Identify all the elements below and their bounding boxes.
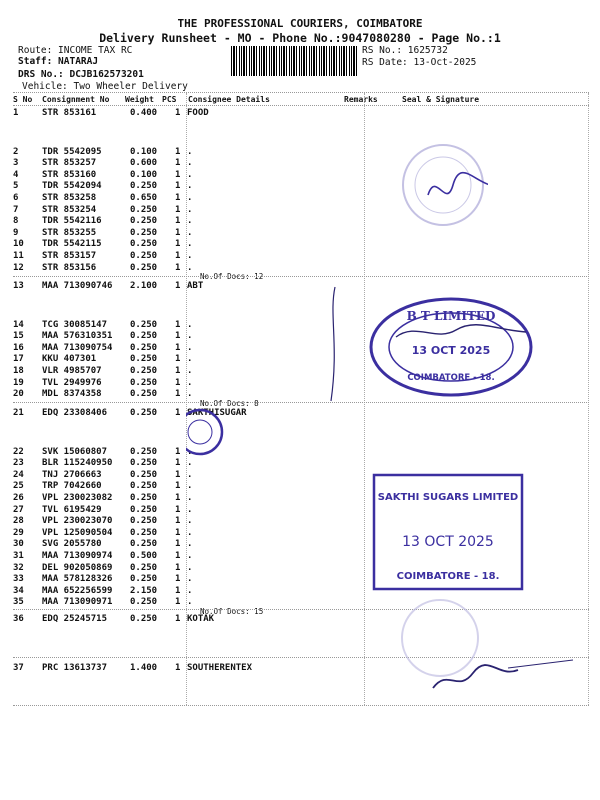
table-row (13, 205, 363, 217)
row-sno: 23 (13, 458, 24, 469)
row-sno: 20 (13, 389, 24, 400)
row-sno: 17 (13, 354, 24, 365)
sakthi-stamp-name: SAKTHI SUGARS LIMITED (377, 492, 519, 503)
row-consignment: VPL 230023070 (42, 516, 113, 527)
staff-label: Staff: NATARAJ (18, 56, 99, 67)
table-row (13, 366, 363, 378)
col-consignee: Consignee Details (188, 95, 270, 104)
col-sno: S No (13, 95, 33, 104)
row-weight: 0.250 (130, 342, 158, 353)
table-row (13, 320, 363, 332)
row-sno: 27 (13, 504, 24, 515)
row-pcs: 1 (175, 574, 181, 585)
row-sno: 36 (13, 614, 24, 624)
row-sno: 1 (13, 108, 19, 118)
row-pcs: 1 (175, 481, 181, 492)
row-sno: 18 (13, 366, 24, 376)
rs-date: RS Date: 13-Oct-2025 (362, 57, 477, 68)
row-sno: 31 (13, 551, 24, 561)
row-consignment: STR 853255 (42, 227, 97, 238)
sakthi-stamp-city: COIMBATORE - 18. (396, 571, 500, 582)
row-pcs: 1 (175, 181, 181, 192)
row-pcs: 1 (175, 539, 181, 550)
row-weight: 2.150 (130, 585, 158, 596)
table-row (13, 516, 363, 528)
row-weight: 0.500 (130, 551, 158, 561)
row-sno: 22 (13, 446, 24, 457)
row-sno: 15 (13, 331, 24, 342)
row-weight: 0.250 (130, 614, 158, 624)
bt-limited-stamp (366, 292, 536, 402)
runsheet-subtitle: Delivery Runsheet - MO - Phone No.:9047080280 - Page No.:1 (99, 31, 501, 45)
row-consignment: MAA 652256599 (42, 585, 113, 596)
row-consignment: STR 853257 (42, 158, 97, 169)
row-weight: 0.250 (130, 227, 158, 238)
table-row (13, 470, 363, 482)
row-sno: 3 (13, 158, 19, 169)
sakthi-sugars-stamp (372, 473, 524, 591)
row-consignee: ABT (187, 281, 204, 291)
table-row (13, 597, 363, 609)
table-row (13, 193, 363, 205)
row-sno: 34 (13, 585, 24, 596)
row-consignment: VPL 230023082 (42, 493, 113, 503)
row-consignment: TNJ 2706663 (42, 469, 102, 480)
row-consignee: . (187, 262, 193, 273)
row-consignee: . (187, 516, 193, 527)
row-weight: 0.100 (130, 146, 158, 157)
row-consignment: DEL 902050869 (42, 562, 113, 573)
row-consignee: . (187, 216, 193, 227)
bt-stamp-date: 13 OCT 2025 (411, 344, 491, 357)
row-sno: 9 (13, 227, 19, 238)
row-consignment: MAA 713090754 (42, 342, 113, 353)
row-weight: 0.400 (130, 108, 158, 118)
row-pcs: 1 (175, 493, 181, 503)
row-consignment: TVL 6195429 (42, 504, 102, 515)
row-consignee: . (187, 597, 193, 608)
row-weight: 0.100 (130, 169, 158, 180)
row-sno: 33 (13, 574, 24, 585)
row-consignee: . (187, 331, 193, 342)
row-pcs: 1 (175, 342, 181, 353)
col-pcs: PCS (162, 95, 177, 104)
row-consignee: . (187, 481, 193, 492)
row-weight: 0.250 (130, 377, 158, 388)
table-row (13, 505, 363, 517)
table-row (13, 663, 363, 675)
row-consignee: FOOD (187, 108, 209, 118)
row-pcs: 1 (175, 408, 181, 418)
table-row (13, 331, 363, 343)
row-weight: 0.250 (130, 262, 158, 273)
row-weight: 0.250 (130, 446, 158, 457)
row-consignment: MAA 713090971 (42, 597, 113, 608)
col-weight: Weight (125, 95, 154, 104)
row-consignment: TCG 30085147 (42, 319, 108, 330)
barcode (231, 46, 359, 76)
row-weight: 0.250 (130, 527, 158, 538)
row-weight: 0.250 (130, 516, 158, 527)
col-remarks: Remarks (344, 95, 378, 104)
row-consignment: PRC 13613737 (42, 663, 108, 673)
header-rule-top (13, 92, 589, 93)
row-consignee: . (187, 377, 193, 388)
row-weight: 0.250 (130, 481, 158, 492)
row-sno: 2 (13, 146, 19, 157)
row-consignment: VLR 4985707 (42, 366, 102, 376)
row-consignee: SAKTHISUGAR (187, 408, 247, 418)
row-weight: 0.250 (130, 539, 158, 550)
row-sno: 29 (13, 527, 24, 538)
row-weight: 0.250 (130, 366, 158, 376)
table-row (13, 539, 363, 551)
header-rule-bottom (13, 105, 589, 106)
row-consignee: . (187, 204, 193, 215)
row-consignment: BLR 115240950 (42, 458, 113, 469)
row-pcs: 1 (175, 527, 181, 538)
docs-count: No.Of Docs: 12 (200, 272, 264, 282)
row-pcs: 1 (175, 354, 181, 365)
table-row (13, 158, 363, 170)
docs-count: No.Of Docs: 8 (200, 398, 259, 408)
row-consignee: . (187, 562, 193, 573)
row-pcs: 1 (175, 193, 181, 203)
row-consignee: . (187, 227, 193, 238)
table-row (13, 228, 363, 240)
row-consignee: . (187, 239, 193, 250)
row-consignee: . (187, 469, 193, 480)
row-consignee: . (187, 389, 193, 400)
row-consignment: VPL 125090504 (42, 527, 113, 538)
row-pcs: 1 (175, 551, 181, 561)
table-row (13, 481, 363, 493)
row-consignee: . (187, 458, 193, 469)
row-pcs: 1 (175, 446, 181, 457)
row-consignment: MAA 713090974 (42, 551, 113, 561)
row-weight: 0.250 (130, 216, 158, 227)
row-consignment: MAA 576310351 (42, 331, 113, 342)
row-pcs: 1 (175, 262, 181, 273)
table-row (13, 147, 363, 159)
row-consignment: TDR 5542116 (42, 216, 102, 227)
table-row (13, 170, 363, 182)
row-pcs: 1 (175, 597, 181, 608)
table-row (13, 389, 363, 401)
row-consignment: KKU 407301 (42, 354, 97, 365)
table-row (13, 493, 363, 505)
row-weight: 0.250 (130, 469, 158, 480)
company-title: THE PROFESSIONAL COURIERS, COIMBATORE (177, 17, 423, 30)
row-weight: 0.250 (130, 408, 158, 418)
row-consignee: . (187, 146, 193, 157)
row-pcs: 1 (175, 251, 181, 261)
row-consignment: SVG 2055780 (42, 539, 102, 550)
row-pcs: 1 (175, 469, 181, 480)
sakthi-stamp-date: 13 OCT 2025 (402, 534, 494, 550)
row-consignee: . (187, 319, 193, 330)
row-sno: 30 (13, 539, 24, 550)
row-consignee: . (187, 354, 193, 365)
row-consignee: . (187, 574, 193, 585)
row-consignee: . (187, 366, 193, 376)
row-weight: 0.250 (130, 239, 158, 250)
table-row (13, 574, 363, 586)
row-sno: 13 (13, 281, 24, 291)
row-pcs: 1 (175, 216, 181, 227)
row-consignment: TDR 5542095 (42, 146, 102, 157)
row-consignee: . (187, 527, 193, 538)
row-consignment: STR 853258 (42, 193, 97, 203)
row-consignment: STR 853160 (42, 169, 97, 180)
row-weight: 0.250 (130, 319, 158, 330)
row-consignment: MAA 713090746 (42, 281, 113, 291)
row-sno: 35 (13, 597, 24, 608)
row-consignment: EDQ 23308406 (42, 408, 108, 418)
table-row (13, 181, 363, 193)
row-consignee: . (187, 169, 193, 180)
ink-line (323, 285, 343, 405)
row-consignment: EDQ 25245715 (42, 614, 108, 624)
row-consignee: . (187, 585, 193, 596)
row-weight: 0.650 (130, 193, 158, 203)
row-pcs: 1 (175, 227, 181, 238)
row-consignee: . (187, 446, 193, 457)
route-label: Route: INCOME TAX RC (18, 45, 133, 56)
row-pcs: 1 (175, 585, 181, 596)
row-consignment: STR 853161 (42, 108, 97, 118)
row-consignment: SVK 15060807 (42, 446, 108, 457)
row-pcs: 1 (175, 158, 181, 169)
row-pcs: 1 (175, 204, 181, 215)
row-pcs: 1 (175, 331, 181, 342)
bt-stamp-name: B T LIMITED (406, 309, 496, 323)
docs-count: No.Of Docs: 15 (200, 607, 264, 616)
group-separator (13, 276, 589, 277)
row-sno: 37 (13, 663, 24, 673)
row-consignee: . (187, 504, 193, 515)
table-row (13, 281, 363, 293)
table-row (13, 354, 363, 366)
row-pcs: 1 (175, 169, 181, 180)
row-weight: 0.250 (130, 504, 158, 515)
bt-stamp-city: COIMBATORE - 18. (407, 373, 495, 383)
right-border (588, 93, 589, 705)
table-row (13, 251, 363, 263)
row-consignee: . (187, 181, 193, 192)
table-row (13, 551, 363, 563)
row-weight: 0.250 (130, 251, 158, 261)
row-sno: 21 (13, 408, 24, 418)
row-weight: 0.250 (130, 181, 158, 192)
row-sno: 6 (13, 193, 19, 203)
table-row (13, 263, 363, 275)
row-consignment: STR 853156 (42, 262, 97, 273)
col-consignment: Consignment No (42, 95, 110, 104)
row-pcs: 1 (175, 663, 181, 673)
row-consignment: STR 853254 (42, 204, 97, 215)
row-pcs: 1 (175, 516, 181, 527)
row-sno: 4 (13, 169, 19, 180)
row-pcs: 1 (175, 281, 181, 291)
row-pcs: 1 (175, 562, 181, 573)
drs-label: DRS No.: DCJB162573201 (18, 69, 144, 80)
row-pcs: 1 (175, 319, 181, 330)
row-weight: 0.250 (130, 458, 158, 469)
row-weight: 0.250 (130, 204, 158, 215)
row-sno: 11 (13, 251, 24, 261)
col-seal: Seal & Signature (402, 95, 480, 104)
row-pcs: 1 (175, 377, 181, 388)
row-consignment: MDL 8374358 (42, 389, 102, 400)
row-consignee: . (187, 493, 193, 503)
row-pcs: 1 (175, 389, 181, 400)
table-row (13, 563, 363, 575)
row-sno: 32 (13, 562, 24, 573)
row-weight: 0.250 (130, 389, 158, 400)
row-pcs: 1 (175, 239, 181, 250)
row-pcs: 1 (175, 614, 181, 624)
row-weight: 0.250 (130, 574, 158, 585)
row-sno: 14 (13, 319, 24, 330)
row-pcs: 1 (175, 458, 181, 469)
table-row (13, 586, 363, 598)
row-consignee: SOUTHERENTEX (187, 663, 253, 673)
row-sno: 28 (13, 516, 24, 527)
row-consignee: . (187, 251, 193, 261)
table-row (13, 614, 363, 626)
row-weight: 2.100 (130, 281, 158, 291)
rs-number: RS No.: 1625732 (362, 45, 448, 56)
row-pcs: 1 (175, 504, 181, 515)
row-weight: 0.250 (130, 597, 158, 608)
row-sno: 5 (13, 181, 19, 192)
table-row (13, 239, 363, 251)
row-consignee: . (187, 193, 193, 203)
table-row (13, 528, 363, 540)
row-consignee: KOTAK (187, 614, 215, 624)
row-weight: 0.250 (130, 562, 158, 573)
row-consignee: . (187, 539, 193, 550)
row-weight: 0.250 (130, 493, 158, 503)
row-consignment: TDR 5542115 (42, 239, 102, 250)
row-weight: 0.250 (130, 331, 158, 342)
row-consignment: TVL 2949976 (42, 377, 102, 388)
table-row (13, 378, 363, 390)
row-sno: 25 (13, 481, 24, 492)
row-consignee: . (187, 342, 193, 353)
row-pcs: 1 (175, 146, 181, 157)
row-sno: 12 (13, 262, 24, 273)
row-sno: 16 (13, 342, 24, 353)
row-sno: 24 (13, 469, 24, 480)
row-sno: 19 (13, 377, 24, 388)
row-pcs: 1 (175, 108, 181, 118)
row-consignment: STR 853157 (42, 251, 97, 261)
faint-stamp-and-signature (398, 598, 588, 708)
group-separator (13, 402, 589, 403)
row-consignment: MAA 578128326 (42, 574, 113, 585)
row-pcs: 1 (175, 366, 181, 376)
row-weight: 0.600 (130, 158, 158, 169)
row-weight: 0.250 (130, 354, 158, 365)
row-consignee: . (187, 551, 193, 561)
row-sno: 8 (13, 216, 19, 227)
table-row (13, 343, 363, 355)
row-consignment: TDR 5542094 (42, 181, 102, 192)
row-consignee: . (187, 158, 193, 169)
row-weight: 1.400 (130, 663, 158, 673)
row-sno: 7 (13, 204, 19, 215)
table-row (13, 108, 363, 120)
partial-round-stamp (186, 402, 226, 462)
row-consignment: TRP 7042660 (42, 481, 102, 492)
row-sno: 26 (13, 493, 24, 503)
table-row (13, 216, 363, 228)
vehicle-label: Vehicle: Two Wheeler Delivery (22, 81, 188, 92)
row-sno: 10 (13, 239, 24, 250)
remarks-separator (364, 93, 365, 705)
faint-round-stamp-1 (398, 140, 488, 230)
